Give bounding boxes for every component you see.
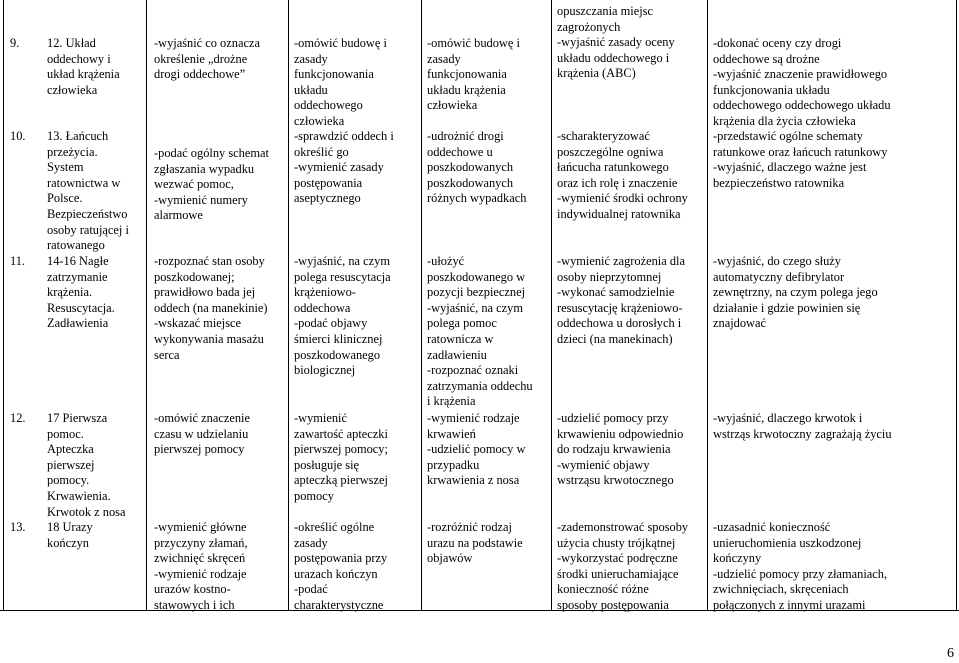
objective-cell: -określić ogólne zasady postępowania przy urazach kończyn -podać charakterystyczne	[294, 520, 388, 612]
column-divider	[288, 0, 289, 611]
objective-cell: -omówić budowę i zasady funkcjonowania układu krążenia człowieka	[427, 36, 520, 113]
objective-cell: -rozróżnić rodzaj urazu na podstawie objawów	[427, 520, 523, 566]
objective-cell: -rozpoznać stan osoby poszkodowanej; prawidłowo bada jej oddech (na manekinie) -wskazać miejsce wykonywania masażu serca	[154, 254, 268, 362]
column-divider	[421, 0, 422, 611]
objective-cell: -wymienić rodzaje krwawień -udzielić pomocy w przypadku krwawienia z nosa	[427, 411, 526, 488]
objective-cell: -wyjaśnić co oznacza określenie „drożne drogi oddechowe”	[154, 36, 260, 82]
row-number: 11.	[10, 254, 26, 268]
objective-cell: -uzasadnić konieczność unieruchomienia uszkodzonej kończyny -udzielić pomocy przy złamaniach, zwichnięciach, skręceniach połączonych z innymi urazami	[713, 520, 888, 612]
objective-cell: -wymienić główne przyczyny złamań, zwichnięć skręceń -wymienić rodzaje urazów kostno- stawowych i ich	[154, 520, 248, 612]
row-number: 12.	[10, 411, 26, 425]
table-border-right	[956, 0, 957, 611]
topic-cell: 17 Pierwsza pomoc. Apteczka pierwszej pomocy. Krwawienia. Krwotok z nosa	[47, 411, 126, 519]
objective-cell: -wymienić zagrożenia dla osoby nieprzytomnej -wykonać samodzielnie resuscytację krążeniowo- oddechowa u dorosłych i dzieci (na manekinach)	[557, 254, 685, 346]
objective-cell: opuszczania miejsc zagrożonych -wyjaśnić zasady oceny układu oddechowego i krążenia (ABC)	[557, 4, 675, 81]
objective-cell: -wyjaśnić, na czym polega resuscytacja krążeniowo- oddechowa -podać objawy śmierci klinicznej poszkodowanego biologicznej	[294, 254, 391, 378]
objective-cell: -dokonać oceny czy drogi oddechowe są drożne -wyjaśnić znaczenie prawidłowego funkcjonowania układu oddechowego oddechowego układu krążenia dla życia człowieka	[713, 36, 891, 128]
row-number: 10.	[10, 129, 26, 143]
objective-cell: -wyjaśnić, dlaczego krwotok i wstrząs krwotoczny zagrażają życiu	[713, 411, 892, 441]
page-number: 6	[947, 646, 954, 661]
objective-cell: -omówić budowę i zasady funkcjonowania układu oddechowego człowieka	[294, 36, 387, 128]
objective-cell: -udzielić pomocy przy krwawieniu odpowiednio do rodzaju krwawienia -wymienić objawy wstrząsu krwotocznego	[557, 411, 684, 488]
objective-cell: -wymienić zawartość apteczki pierwszej pomocy; posługuje się apteczką pierwszej pomocy	[294, 411, 388, 503]
table-border-left	[3, 0, 4, 611]
row-number: 13.	[10, 520, 26, 534]
topic-cell: 18 Urazy kończyn	[47, 520, 93, 550]
topic-cell: 13. Łańcuch przeżycia. System ratownictwa w Polsce. Bezpieczeństwo osoby ratującej i ratowanego	[47, 129, 129, 253]
row-number: 9.	[10, 36, 20, 50]
objective-cell: -podać ogólny schemat zgłaszania wypadku wezwać pomoc, -wymienić numery alarmowe	[154, 146, 269, 223]
objective-cell: -zademonstrować sposoby użycia chusty trójkątnej -wykorzystać podręczne środki unieruchamiające konieczność różne sposoby postępowania	[557, 520, 689, 612]
column-divider	[707, 0, 708, 611]
column-divider	[551, 0, 552, 611]
objective-cell: -omówić znaczenie czasu w udzielaniu pierwszej pomocy	[154, 411, 250, 457]
objective-cell: -scharakteryzować poszczególne ogniwa łańcucha ratunkowego oraz ich rolę i znaczenie -wymienić środki ochrony indywidualnej ratownika	[557, 129, 688, 221]
topic-cell: 14-16 Nagłe zatrzymanie krążenia. Resuscytacja. Zadławienia	[47, 254, 115, 331]
objective-cell: -sprawdzić oddech i określić go -wymienić zasady postępowania aseptycznego	[294, 129, 394, 206]
objective-cell: -przedstawić ogólne schematy ratunkowe oraz łańcuch ratunkowy -wyjaśnić, dlaczego ważne jest bezpieczeństwo ratownika	[713, 129, 888, 190]
column-divider	[146, 0, 147, 611]
objective-cell: -wyjaśnić, do czego służy automatyczny defibrylator zewnętrzny, na czym polega jego działanie i gdzie powinien się znajdować	[713, 254, 878, 331]
topic-cell: 12. Układ oddechowy i układ krążenia człowieka	[47, 36, 120, 97]
objective-cell: -ułożyć poszkodowanego w pozycji bezpiecznej -wyjaśnić, na czym polega pomoc ratownicza w zadławieniu -rozpoznać oznaki zatrzymania oddechu i krążenia	[427, 254, 533, 409]
objective-cell: -udrożnić drogi oddechowe u poszkodowanych poszkodowanych różnych wypadkach	[427, 129, 527, 206]
